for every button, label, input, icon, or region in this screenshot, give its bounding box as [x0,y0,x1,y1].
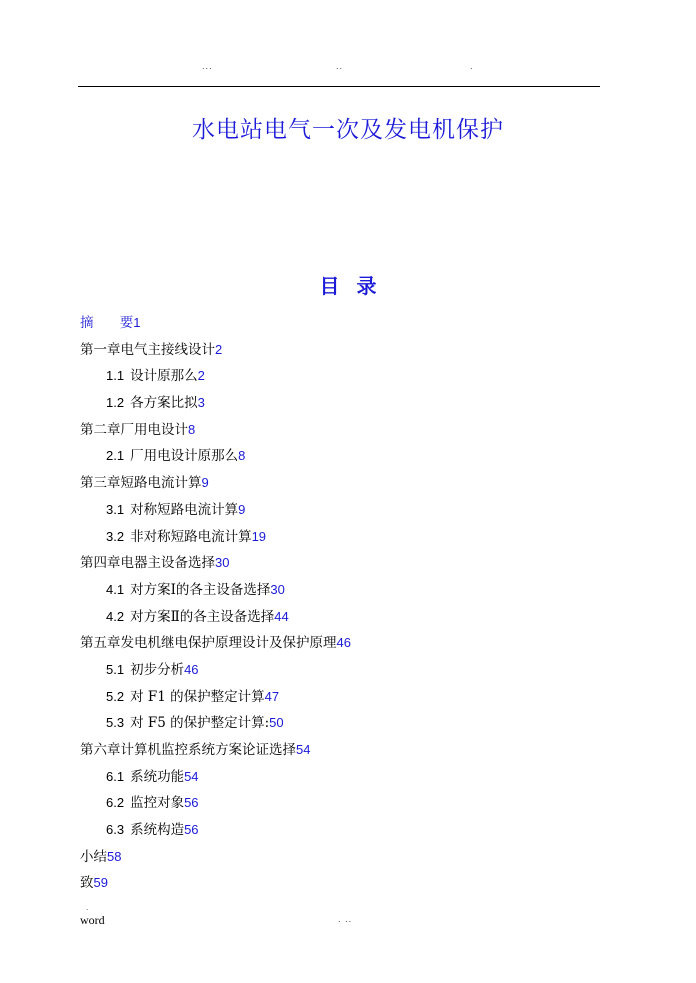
toc-entry-label: 对方案Ⅱ的各主设备选择 [130,608,275,625]
toc-entry-number: 5.3 [106,715,125,731]
toc-entry-page: 2 [215,341,223,357]
toc-entry-page: 9 [201,475,209,491]
toc-entry-page: 54 [184,768,199,784]
toc-entry-page: 19 [251,528,267,544]
toc-entry-label: 致 [80,875,94,892]
toc-entry-number: 4.1 [106,581,125,597]
toc-entry-page: 58 [107,848,122,864]
toc-entry-page: 2 [197,368,205,384]
toc-subentry[interactable] [80,580,620,607]
toc-subentry[interactable] [80,607,620,634]
toc-entry-label: 第五章发电机继电保护原理设计及保护原理 [80,635,337,652]
toc-entry[interactable] [80,873,620,900]
toc-entry-page: 8 [188,421,196,437]
toc-entry-page: 30 [270,581,285,597]
toc-entry-page: 9 [238,501,246,517]
toc-entry-number: 5.2 [106,688,125,704]
toc-entry-label: 非对称短路电流计算 [130,528,252,545]
toc-entry[interactable] [80,340,620,367]
toc-entry-page: 1 [133,315,141,330]
toc-entry-label: 第一章电气主接线设计 [80,341,215,358]
toc-entry-label: 对称短路电流计算 [130,501,239,518]
toc-entry[interactable] [80,847,620,874]
toc-entry-page: 46 [336,635,351,651]
toc-entry-label: 小结 [80,848,107,865]
toc-entry-label: 系统构造 [130,822,185,839]
toc-subentry[interactable] [80,767,620,794]
toc-entry-number: 6.1 [106,768,125,784]
header-dots-right: . [470,62,474,71]
document-title: 水电站电气一次及发电机保护 [192,117,504,143]
header-dots-center: .. [336,62,344,71]
toc-subentry[interactable] [80,820,620,847]
toc-entry-label: 对方案Ⅰ的各主设备选择 [130,581,271,598]
toc-subentry[interactable] [80,713,620,740]
toc-subentry[interactable] [80,366,620,393]
toc-subentry[interactable] [80,500,620,527]
toc-entry-number: 3.2 [106,528,125,544]
toc-entry-label: 第三章短路电流计算 [80,475,202,492]
toc-subentry[interactable] [80,687,620,714]
toc-entry-number: 6.2 [106,795,125,811]
header-dots-left: ... [202,62,213,71]
toc-entry-label: 第二章厂用电设计 [80,421,188,438]
toc-entry-number: 1.1 [106,368,125,384]
toc-entry[interactable] [80,313,620,340]
toc-subentry[interactable] [80,393,620,420]
toc-entry-page: 59 [93,875,108,891]
toc-subentry[interactable] [80,793,620,820]
toc-entry-page: 44 [274,608,289,624]
toc-entry-page: 30 [215,555,230,571]
footer-dot: . [86,904,89,912]
toc-entry-label: 对 F1 的保护整定计算 [130,688,265,705]
footer-word: word [80,913,105,927]
toc-entry-label: 摘 要 [80,315,134,331]
toc-entry[interactable] [80,420,620,447]
toc-entry-label: 监控对象 [130,795,185,812]
toc-entry-page: 56 [184,822,199,838]
toc-entry-number: 5.1 [106,661,125,677]
footer-dots: . .. [338,915,353,924]
toc-entry[interactable] [80,473,620,500]
toc-entry-page: 56 [184,795,199,811]
toc-entry-page: 46 [184,661,199,677]
toc-subentry[interactable] [80,446,620,473]
toc-entry-label: 第六章计算机监控系统方案论证选择 [80,742,296,758]
header-rule [78,86,600,87]
toc-entry-number: 6.3 [106,822,125,838]
toc-entry-number: 3.1 [106,501,125,517]
toc-entry-label: 系统功能 [130,768,185,785]
toc-entry-label: 厂用电设计原那么 [130,448,239,465]
toc-entry-page: 3 [197,395,205,411]
toc-subentry[interactable] [80,660,620,687]
toc-entry-number: 4.2 [106,608,125,624]
toc-entry-label: 初步分析 [130,661,185,678]
toc-entry-label: 设计原那么 [130,368,198,385]
toc-entry-label: 对 F5 的保护整定计算: [130,715,270,732]
toc-subentry[interactable] [80,527,620,554]
toc-entry[interactable] [80,633,620,660]
toc-entry-page: 50 [269,715,284,731]
toc-heading: 目 录 [319,274,377,298]
toc-entry-page: 8 [238,448,246,464]
toc-entry-page: 54 [296,742,311,757]
toc-entry-number: 1.2 [106,395,125,411]
toc-entry-label: 各方案比拟 [130,395,198,412]
toc-entry[interactable] [80,740,620,767]
toc-entry-label: 第四章电器主设备选择 [80,555,215,572]
toc-entry-page: 47 [264,688,280,704]
toc-entry[interactable] [80,553,620,580]
table-of-contents [80,313,620,900]
toc-entry-number: 2.1 [106,448,125,464]
